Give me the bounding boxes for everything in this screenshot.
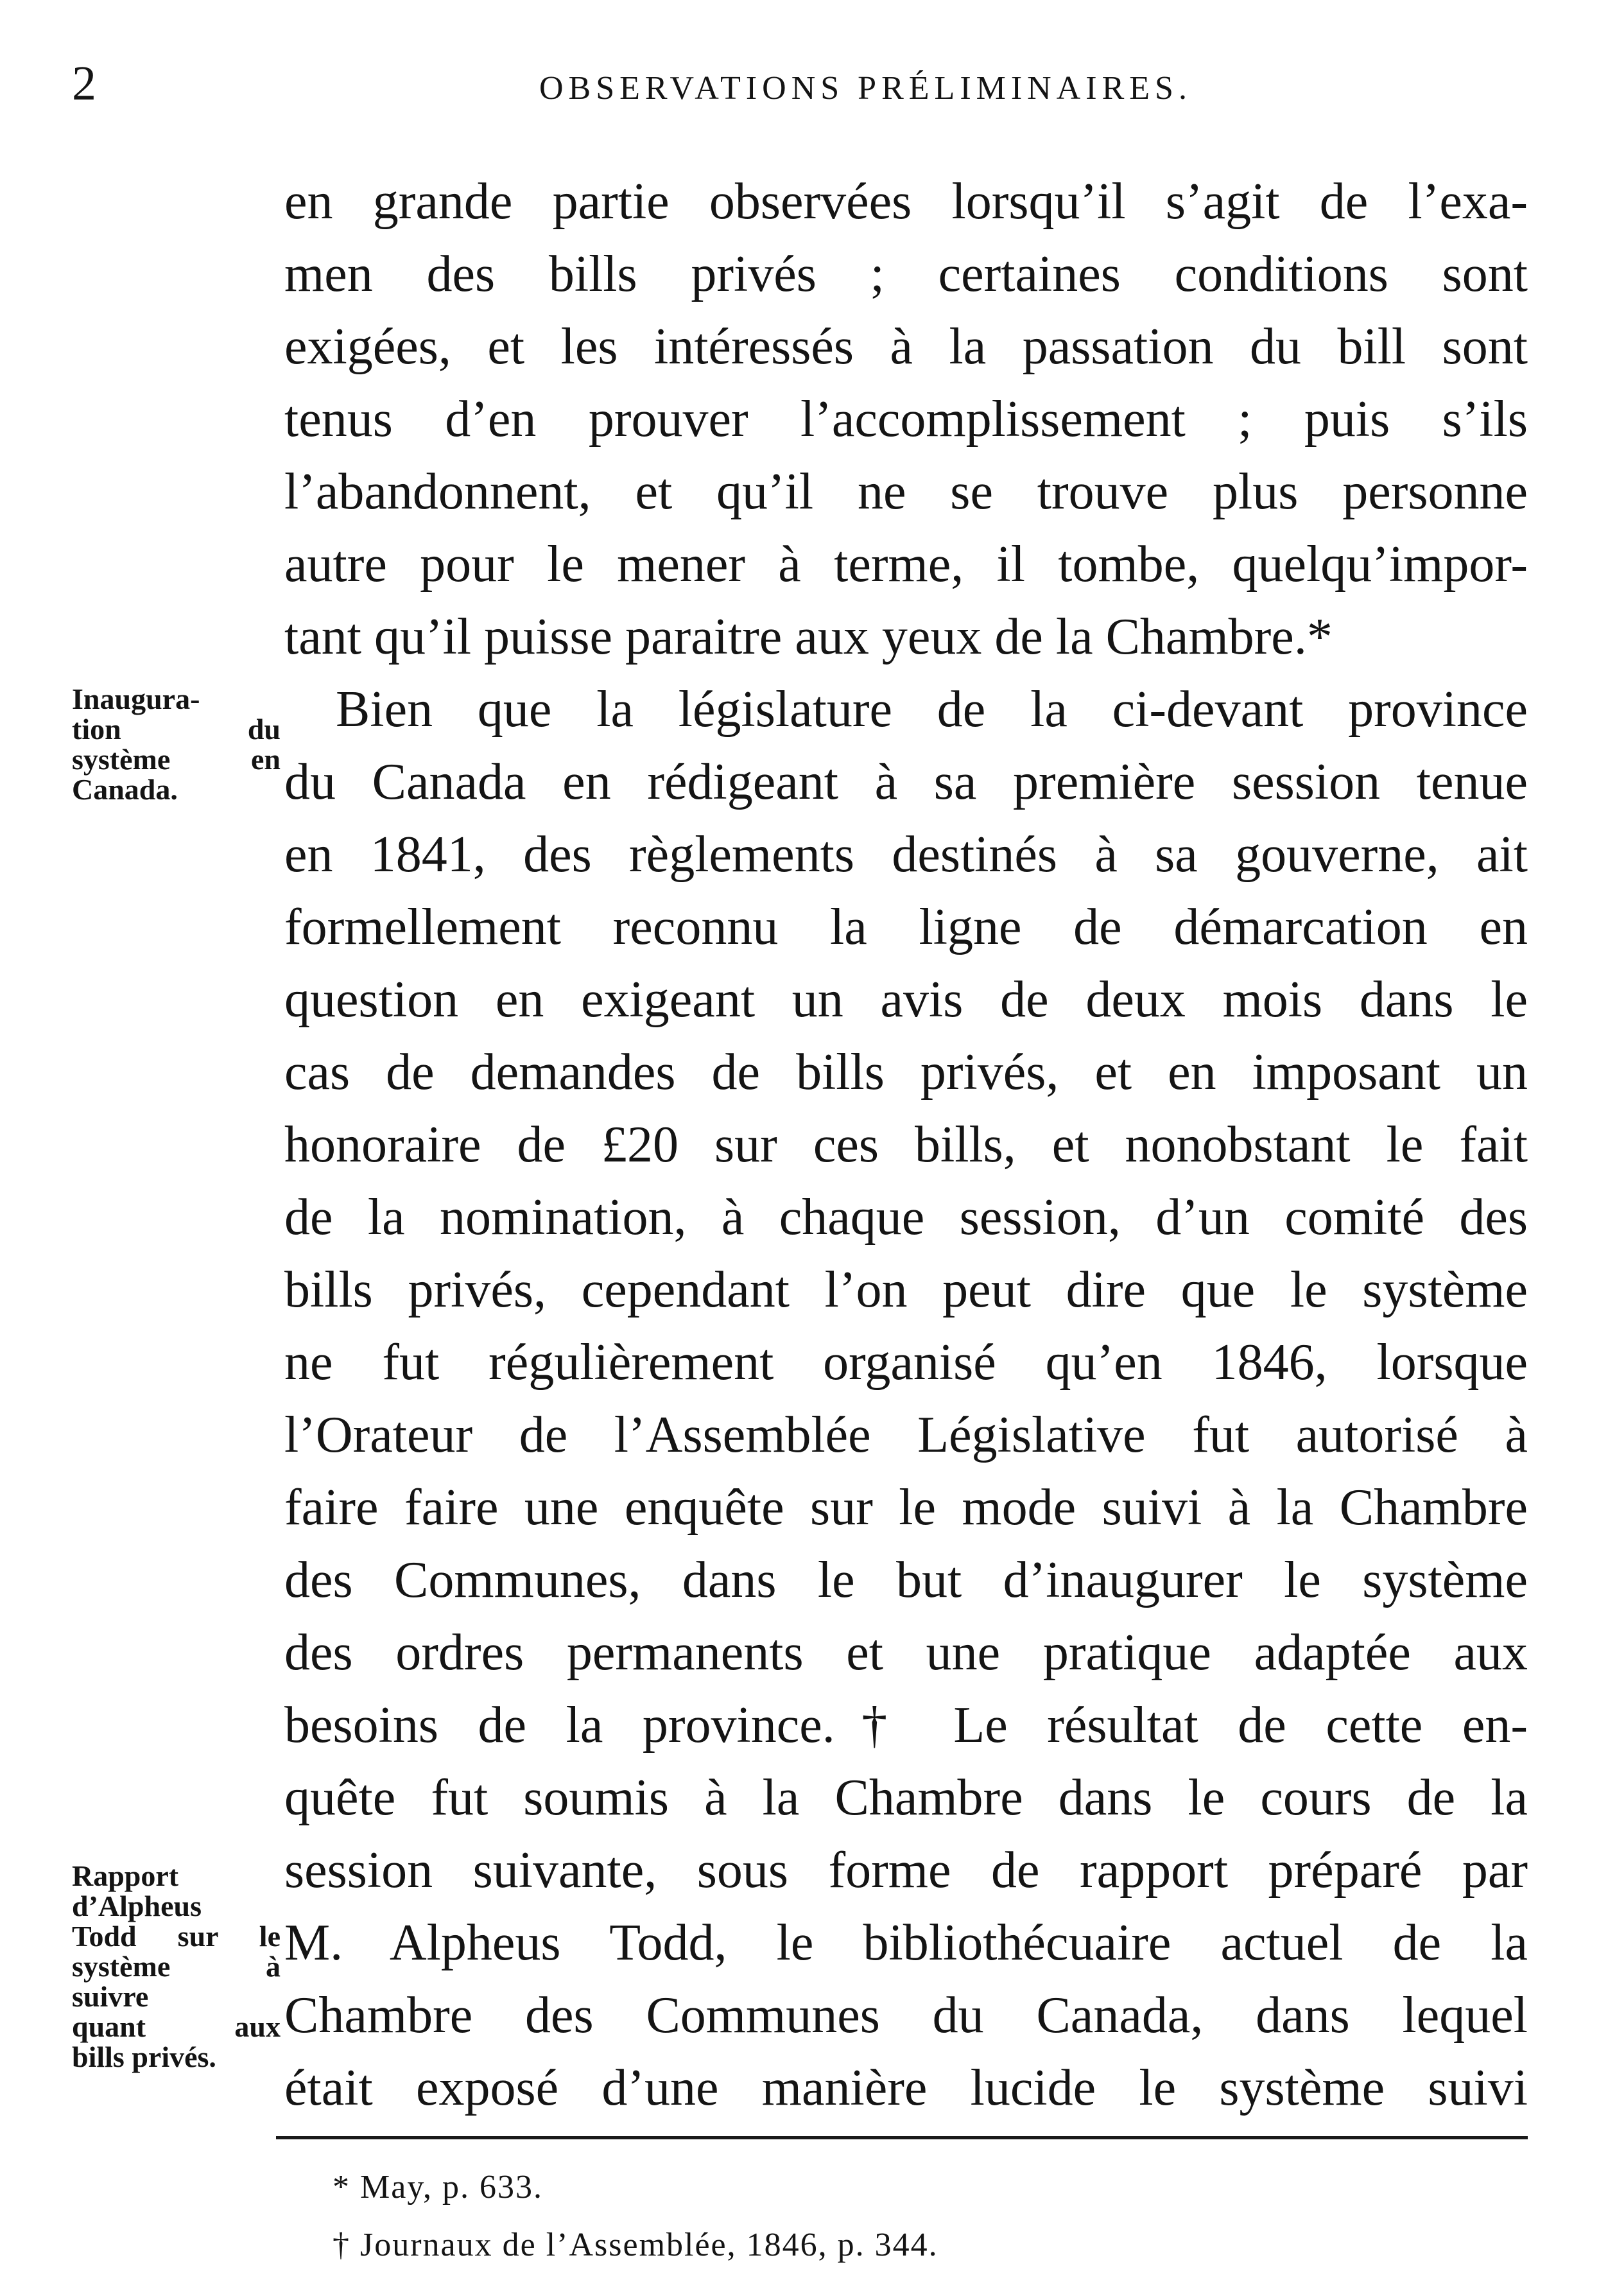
text-line: cas de demandes de bills privés, et en imposant un	[284, 1044, 1528, 1100]
margin-note-line: bills privés.	[72, 2040, 216, 2073]
text-line: du Canada en rédigeant à sa première session tenue	[284, 754, 1528, 810]
text-line: Chambre des Communes du Canada, dans lequel	[284, 1987, 1528, 2044]
margin-note-line: quant aux	[72, 2010, 281, 2043]
footnotes	[333, 2159, 938, 2274]
text-line: tant qu’il puisse paraitre aux yeux de la Chambre.*	[284, 609, 1333, 665]
text-line: quête fut soumis à la Chambre dans le cours de la	[284, 1770, 1528, 1826]
text-line: question en exigeant un avis de deux mois dans le	[284, 971, 1528, 1028]
text-line: faire faire une enquête sur le mode suivi à la Chambre	[284, 1479, 1528, 1536]
text-line: formellement reconnu la ligne de démarcation en	[284, 899, 1528, 955]
text-line: des Communes, dans le but d’inaugurer le système	[284, 1552, 1528, 1608]
margin-note-line: tion du	[72, 713, 281, 745]
footnote-divider	[276, 2136, 1528, 2139]
text-line: l’Orateur de l’Assemblée Législative fut autorisé à	[284, 1407, 1528, 1463]
text-line: honoraire de £20 sur ces bills, et nonobstant le fait	[284, 1117, 1528, 1173]
text-line: besoins de la province.† Le résultat de cette en-	[284, 1697, 1528, 1753]
text-line: M. Alpheus Todd, le bibliothécuaire actuel de la	[284, 1915, 1528, 1971]
text-line: Bien que la législature de la ci-devant province	[336, 681, 1528, 738]
text-line: session suivante, sous forme de rapport préparé par	[284, 1842, 1528, 1899]
text-line: exigées, et les intéressés à la passation du bill sont	[284, 318, 1528, 375]
text-line: ne fut régulièrement organisé qu’en 1846, lorsque	[284, 1334, 1528, 1391]
margin-note-line: Todd sur le	[72, 1920, 281, 1952]
margin-note-line: système en	[72, 743, 281, 776]
margin-note-line: Canada.	[72, 773, 178, 806]
margin-note-rapport-todd	[72, 1861, 281, 2072]
page-number: 2	[72, 57, 96, 110]
margin-note-line: système à	[72, 1950, 281, 1983]
text-line: bills privés, cependant l’on peut dire que le système	[284, 1262, 1528, 1318]
text-line: était exposé d’une manière lucide le système suivi	[284, 2060, 1528, 2116]
text-line: men des bills privés ; certaines conditions sont	[284, 246, 1528, 302]
text-line: en grande partie observées lorsqu’il s’agit de l’exa-	[284, 173, 1528, 230]
text-line: des ordres permanents et une pratique adaptée aux	[284, 1624, 1528, 1681]
body-text	[284, 166, 1528, 2125]
text-line: autre pour le mener à terme, il tombe, quelqu’impor-	[284, 536, 1528, 593]
margin-note-line: suivre	[72, 1980, 149, 2013]
margin-note-line: d’Alpheus	[72, 1890, 202, 1922]
running-head: OBSERVATIONS PRÉLIMINAIRES.	[539, 70, 1192, 107]
margin-note-inauguration	[72, 684, 281, 804]
footnote-may: * May, p. 633.	[333, 2169, 543, 2205]
text-line: en 1841, des règlements destinés à sa gouverne, ait	[284, 826, 1528, 883]
text-line: l’abandonnent, et qu’il ne se trouve plus personne	[284, 464, 1528, 520]
footnote-journaux: † Journaux de l’Assemblée, 1846, p. 344.	[333, 2227, 938, 2263]
text-line: de la nomination, à chaque session, d’un comité des	[284, 1189, 1528, 1246]
text-line: tenus d’en prouver l’accomplissement ; puis s’ils	[284, 391, 1528, 448]
margin-note-line: Rapport	[72, 1859, 179, 1892]
margin-note-line: Inaugura-	[72, 683, 200, 715]
